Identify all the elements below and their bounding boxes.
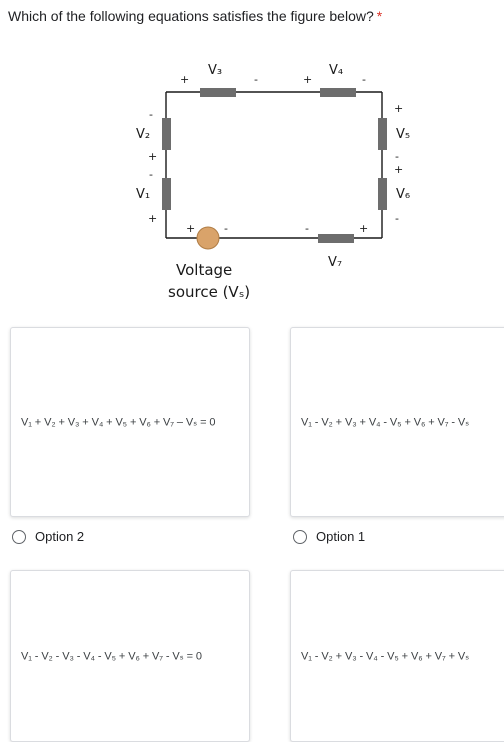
source-label-line2: source (Vₛ) <box>168 283 251 301</box>
equation-text: V₁ - V₂ + V₃ - V₄ - V₅ + V₆ + V₇ + Vₛ <box>301 650 470 663</box>
label-v1: V₁ <box>136 187 151 202</box>
v6-plus: + <box>394 163 404 176</box>
option-label: Option 1 <box>316 529 366 544</box>
option-label: Option 2 <box>35 529 85 544</box>
equation-text: V₁ - V₂ - V₃ - V₄ - V₅ + V₆ + V₇ - Vₛ = 0 <box>21 650 202 663</box>
v5-minus: - <box>395 150 399 163</box>
resistor-v5 <box>378 118 387 150</box>
resistor-v3 <box>200 88 236 97</box>
radio-option-2[interactable] <box>12 529 84 544</box>
v4-plus: + <box>303 73 313 86</box>
resistor-v7 <box>318 234 354 243</box>
option-card-2[interactable] <box>290 327 504 517</box>
v5-plus: + <box>394 102 404 115</box>
label-v2: V₂ <box>136 127 151 142</box>
option-card-4[interactable] <box>290 570 504 742</box>
required-asterisk: * <box>376 8 383 24</box>
radio-circle[interactable] <box>293 530 307 544</box>
radio-circle[interactable] <box>12 530 26 544</box>
v4-minus: - <box>362 73 366 86</box>
v7-minus: - <box>305 222 309 235</box>
option-card-1[interactable] <box>10 327 250 517</box>
source-plus: + <box>186 222 196 235</box>
question-title <box>8 8 382 24</box>
v1-plus: + <box>148 212 158 225</box>
v2-plus: + <box>148 150 158 163</box>
circuit-figure <box>100 50 420 310</box>
label-v6: V₆ <box>396 187 411 202</box>
source-minus: - <box>224 222 228 235</box>
label-v4: V₄ <box>329 63 344 78</box>
question-text: Which of the following equations satisfies the figure below? <box>8 8 374 24</box>
v3-plus: + <box>180 73 190 86</box>
resistor-v6 <box>378 178 387 210</box>
label-v5: V₅ <box>396 127 411 142</box>
voltage-source <box>197 227 219 249</box>
resistor-v1 <box>162 178 171 210</box>
resistor-v4 <box>320 88 356 97</box>
equation-text: V₁ - V₂ + V₃ + V₄ - V₅ + V₆ + V₇ - Vₛ <box>301 416 470 429</box>
source-label-line1: Voltage <box>176 261 233 279</box>
radio-option-1[interactable] <box>293 529 365 544</box>
v7-plus: + <box>359 222 369 235</box>
label-v3: V₃ <box>208 63 223 78</box>
option-card-3[interactable] <box>10 570 250 742</box>
label-v7: V₇ <box>328 255 343 270</box>
resistor-v2 <box>162 118 171 150</box>
v3-minus: - <box>254 73 258 86</box>
v2-minus: - <box>149 108 153 121</box>
circuit-wires <box>166 92 382 238</box>
equation-text: V₁ + V₂ + V₃ + V₄ + V₅ + V₆ + V₇ – Vₛ = 0 <box>21 416 216 429</box>
v6-minus: - <box>395 212 399 225</box>
v1-minus: - <box>149 168 153 181</box>
